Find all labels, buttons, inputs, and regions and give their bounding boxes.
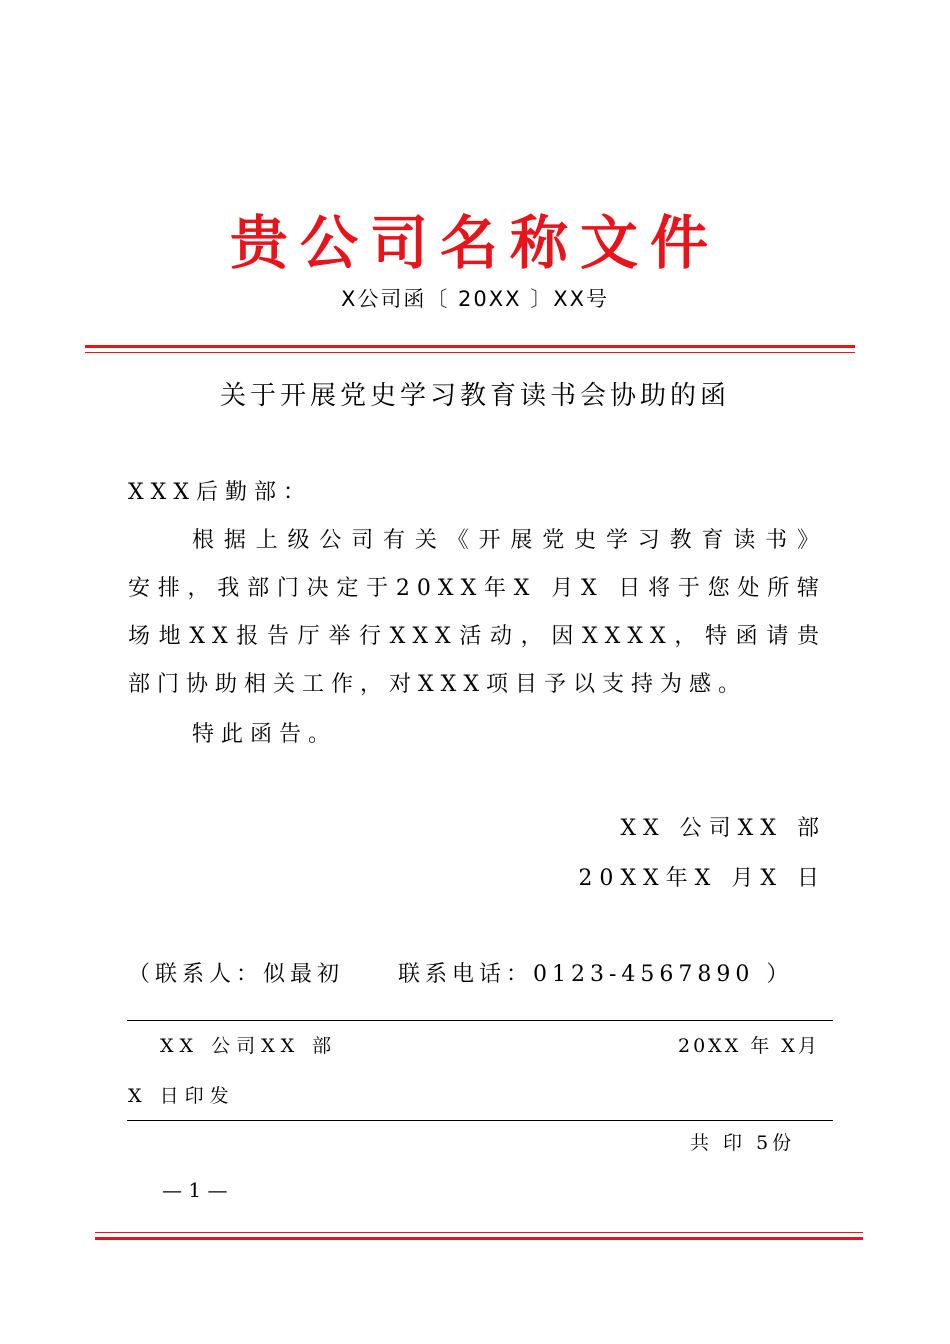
signature-org: XX 公司XX 部 <box>620 816 826 841</box>
letter-heading: 关于开展党史学习教育读书会协助的函 <box>219 381 730 411</box>
header-red-rule-thick <box>85 345 855 348</box>
body-line-2: 安排，我部门决定于20XX年X 月X 日将于您处所辖 <box>128 576 826 601</box>
body-line-3: 场地XX报告厅举行XXX活动，因XXXX，特函请贵 <box>128 624 826 649</box>
footer-rule-top <box>127 1020 833 1021</box>
page-number: — 1 — <box>162 1178 228 1202</box>
salutation: XXX后勤部： <box>128 480 312 505</box>
footer-red-rule-thin <box>95 1232 863 1233</box>
body-line-4: 部门协助相关工作，对XXX项目予以支持为感。 <box>128 672 747 697</box>
contact-line: （联系人：似最初 联系电话：0123-4567890 ） <box>128 962 794 987</box>
footer-issue-date: 20XX 年 X月 <box>678 1035 820 1057</box>
header-red-rule-thin <box>85 352 855 353</box>
document-title: 贵公司名称文件 <box>229 209 720 277</box>
footer-issue-date-cont: X 日印发 <box>128 1085 235 1107</box>
body-line-1: 根据上级公司有关《开展党史学习教育读书》 <box>192 528 826 553</box>
document-number: X公司函〔 20XX 〕XX号 <box>340 287 609 311</box>
footer-red-rule-thick <box>95 1237 863 1240</box>
footer-issuer: XX 公司XX 部 <box>160 1035 338 1057</box>
closing-line: 特此函告。 <box>192 722 338 747</box>
signature-date: 20XX年X 月X 日 <box>578 866 826 891</box>
footer-copies: 共 印 5份 <box>690 1132 796 1154</box>
footer-rule-bottom <box>127 1120 833 1121</box>
